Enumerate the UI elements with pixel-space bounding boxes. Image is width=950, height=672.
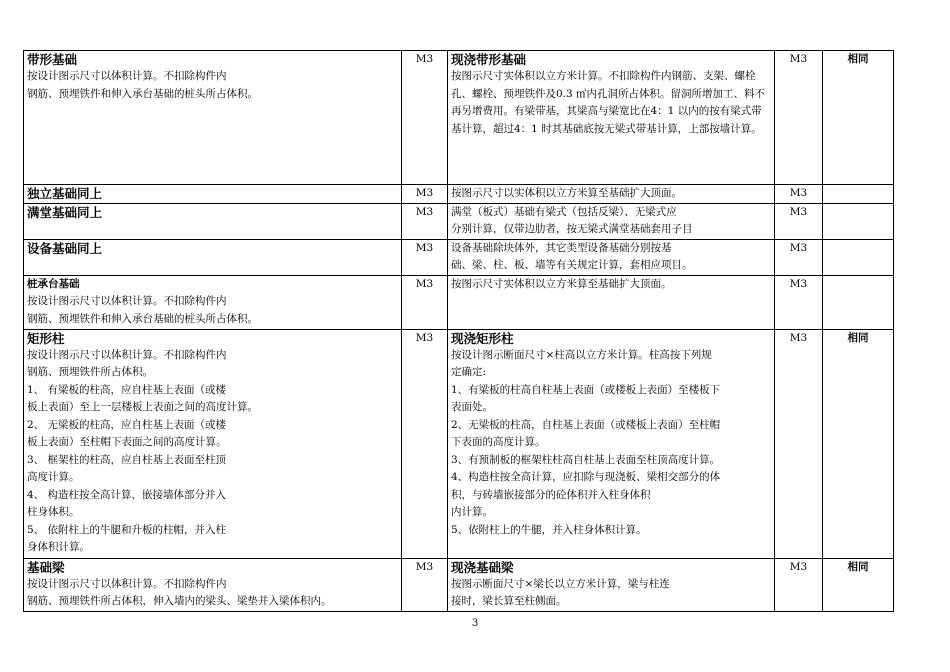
right-description-cell	[448, 275, 775, 329]
right-description-cell	[448, 185, 775, 204]
right-text-line: 4、构造柱按全高计算，应扣除与现浇板、梁相交部分的体	[451, 471, 721, 483]
left-item-title: 设备基础同上	[27, 240, 103, 256]
table-row	[24, 329, 894, 558]
right-text-line: 满堂（板式）基础有梁式（包括反梁）、无梁式应	[451, 205, 677, 218]
left-text-line: 按设计图示尺寸以体积计算。不扣除构件内	[27, 295, 227, 307]
right-unit-cell: M3	[775, 329, 823, 558]
right-unit-cell: M3	[775, 51, 823, 185]
result-cell	[823, 275, 894, 329]
right-text-line: 3、有预制板的框架柱柱高自柱基上表面至柱顶高度计算。	[451, 453, 721, 466]
right-text-line: 积，与砖墙嵌接部分的砼体积并入柱身体积	[451, 488, 651, 501]
right-text-line: 1、有梁板的柱高自柱基上表面（或楼板上表面）至楼板下	[451, 383, 721, 396]
left-text-line: 钢筋、预埋铁件和伸入承台基础的桩头所占体积。	[27, 312, 258, 325]
table-row	[24, 185, 894, 204]
right-unit-cell: M3	[775, 275, 823, 329]
left-item-title: 桩承台基础	[27, 277, 80, 290]
table-row	[24, 51, 894, 185]
right-unit-cell: M3	[775, 203, 823, 239]
right-text-line: 设备基础除块体外，其它类型设备基础分别按基	[451, 241, 672, 254]
right-text-line: 定确定:	[451, 366, 487, 378]
comparison-table	[23, 50, 894, 612]
left-text-line: 身体积计算。	[27, 541, 90, 553]
left-description-cell	[24, 329, 402, 558]
left-item-title: 基础梁	[27, 559, 65, 575]
left-unit-cell: M3	[402, 329, 448, 558]
result-cell	[823, 185, 894, 204]
left-unit-cell: M3	[402, 558, 448, 611]
left-text-line: 按设计图示尺寸以体积计算。不扣除构件内	[27, 348, 227, 361]
right-text-line: 接时，梁长算至柱侧面。	[451, 595, 567, 607]
left-unit-cell: M3	[402, 51, 448, 185]
left-unit-cell: M3	[402, 185, 448, 204]
left-text-line: 钢筋、预埋铁件所占体积，伸入墙内的梁头、梁垫并入梁体积内。	[27, 595, 332, 607]
left-text-line: 按设计图示尺寸以体积计算。不扣除构件内	[27, 70, 227, 82]
right-text: 按图示尺寸以实体积以立方米算至基础扩大顶面。	[451, 187, 682, 199]
left-text-line: 4、 构造柱按全高计算，嵌接墙体部分并入	[27, 488, 227, 501]
left-item-title: 矩形柱	[27, 330, 65, 346]
right-text-line: 分别计算，仅带边肋者，按无梁式满堂基础套用子目	[451, 223, 693, 235]
right-text-line: 按设计图示断面尺寸×柱高以立方米计算。柱高按下列规	[451, 348, 712, 361]
left-text-line: 1、 有梁板的柱高，应自柱基上表面（或楼	[27, 383, 227, 396]
right-description-cell	[448, 329, 775, 558]
left-unit-cell: M3	[402, 275, 448, 329]
result-cell	[823, 203, 894, 239]
left-description-cell	[24, 51, 402, 185]
right-item-title: 现浇矩形柱	[451, 330, 514, 346]
left-text-line: 板上表面）至上一层楼板上表面之间的高度计算。	[27, 401, 258, 413]
right-unit-cell: M3	[775, 185, 823, 204]
result-cell: 相同	[823, 329, 894, 558]
right-description-cell	[448, 203, 775, 239]
left-item-title: 独立基础同上	[27, 186, 103, 201]
left-text-line: 2、 无梁板的柱高，应自柱基上表面（或楼	[27, 418, 227, 431]
right-text-line: 2、无梁板的柱高，自柱基上表面（或楼板上表面）至柱帽	[451, 418, 721, 431]
table-row	[24, 239, 894, 275]
right-text-line: 下表面的高度计算。	[451, 436, 546, 448]
left-text-line: 钢筋、预埋铁件所占体积。	[27, 366, 153, 378]
left-text-line: 柱身体积。	[27, 506, 80, 518]
left-description-cell	[24, 275, 402, 329]
right-text-line: 表面处。	[451, 401, 493, 413]
table-row	[24, 203, 894, 239]
right-description-cell	[448, 558, 775, 611]
right-text: 按图示尺寸实体积以立方米计算。不扣除构件内钢筋、支架、螺栓孔、螺栓、预埋铁件及0.3 ㎡内孔洞所占体积。留洞所增加工、料不再另增费用。有梁带基，其梁高与梁宽比在4：1 以内的按有梁式带基计算，超过4：1 时其基础底按无梁式带基计算，上部按墙计算。	[451, 70, 766, 135]
right-unit-cell: M3	[775, 239, 823, 275]
right-text-line: 按图示断面尺寸×梁长以立方米计算，梁与柱连	[451, 577, 670, 590]
left-description-cell	[24, 203, 402, 239]
left-description-cell	[24, 558, 402, 611]
right-text-line: 内计算。	[451, 506, 493, 518]
result-cell	[823, 239, 894, 275]
left-unit-cell: M3	[402, 239, 448, 275]
result-cell: 相同	[823, 51, 894, 185]
left-text-line: 5、 依附柱上的牛腿和升板的柱帽，并入柱	[27, 523, 227, 536]
left-description-cell	[24, 185, 402, 204]
left-text-line: 3、 框架柱的柱高，应自柱基上表面至柱顶	[27, 453, 227, 466]
right-unit-cell: M3	[775, 558, 823, 611]
right-item-title: 现浇基础梁	[451, 559, 514, 575]
left-text-line: 板上表面）至柱帽下表面之间的高度计算。	[27, 436, 227, 448]
result-cell: 相同	[823, 558, 894, 611]
left-text-line: 高度计算。	[27, 471, 80, 483]
left-description-cell	[24, 239, 402, 275]
right-text: 按图示尺寸实体积以立方米算至基础扩大顶面。	[451, 277, 672, 290]
right-text-line: 础、梁、柱、板、墙等有关规定计算，套相应项目。	[451, 259, 693, 271]
left-unit-cell: M3	[402, 203, 448, 239]
table-row	[24, 275, 894, 329]
left-item-title: 满堂基础同上	[27, 204, 103, 220]
right-text-line: 5、依附柱上的牛腿，并入柱身体积计算。	[451, 523, 647, 536]
right-description-cell	[448, 51, 775, 185]
right-item-title: 现浇带形基础	[451, 52, 527, 67]
right-description-cell	[448, 239, 775, 275]
page-number: 3	[471, 618, 479, 629]
left-item-title: 带形基础	[27, 52, 78, 67]
table-row	[24, 558, 894, 611]
left-text-line: 按设计图示尺寸以体积计算。不扣除构件内	[27, 577, 227, 590]
left-text-line: 钢筋、预埋铁件和伸入承台基础的桩头所占体积。	[27, 87, 258, 100]
